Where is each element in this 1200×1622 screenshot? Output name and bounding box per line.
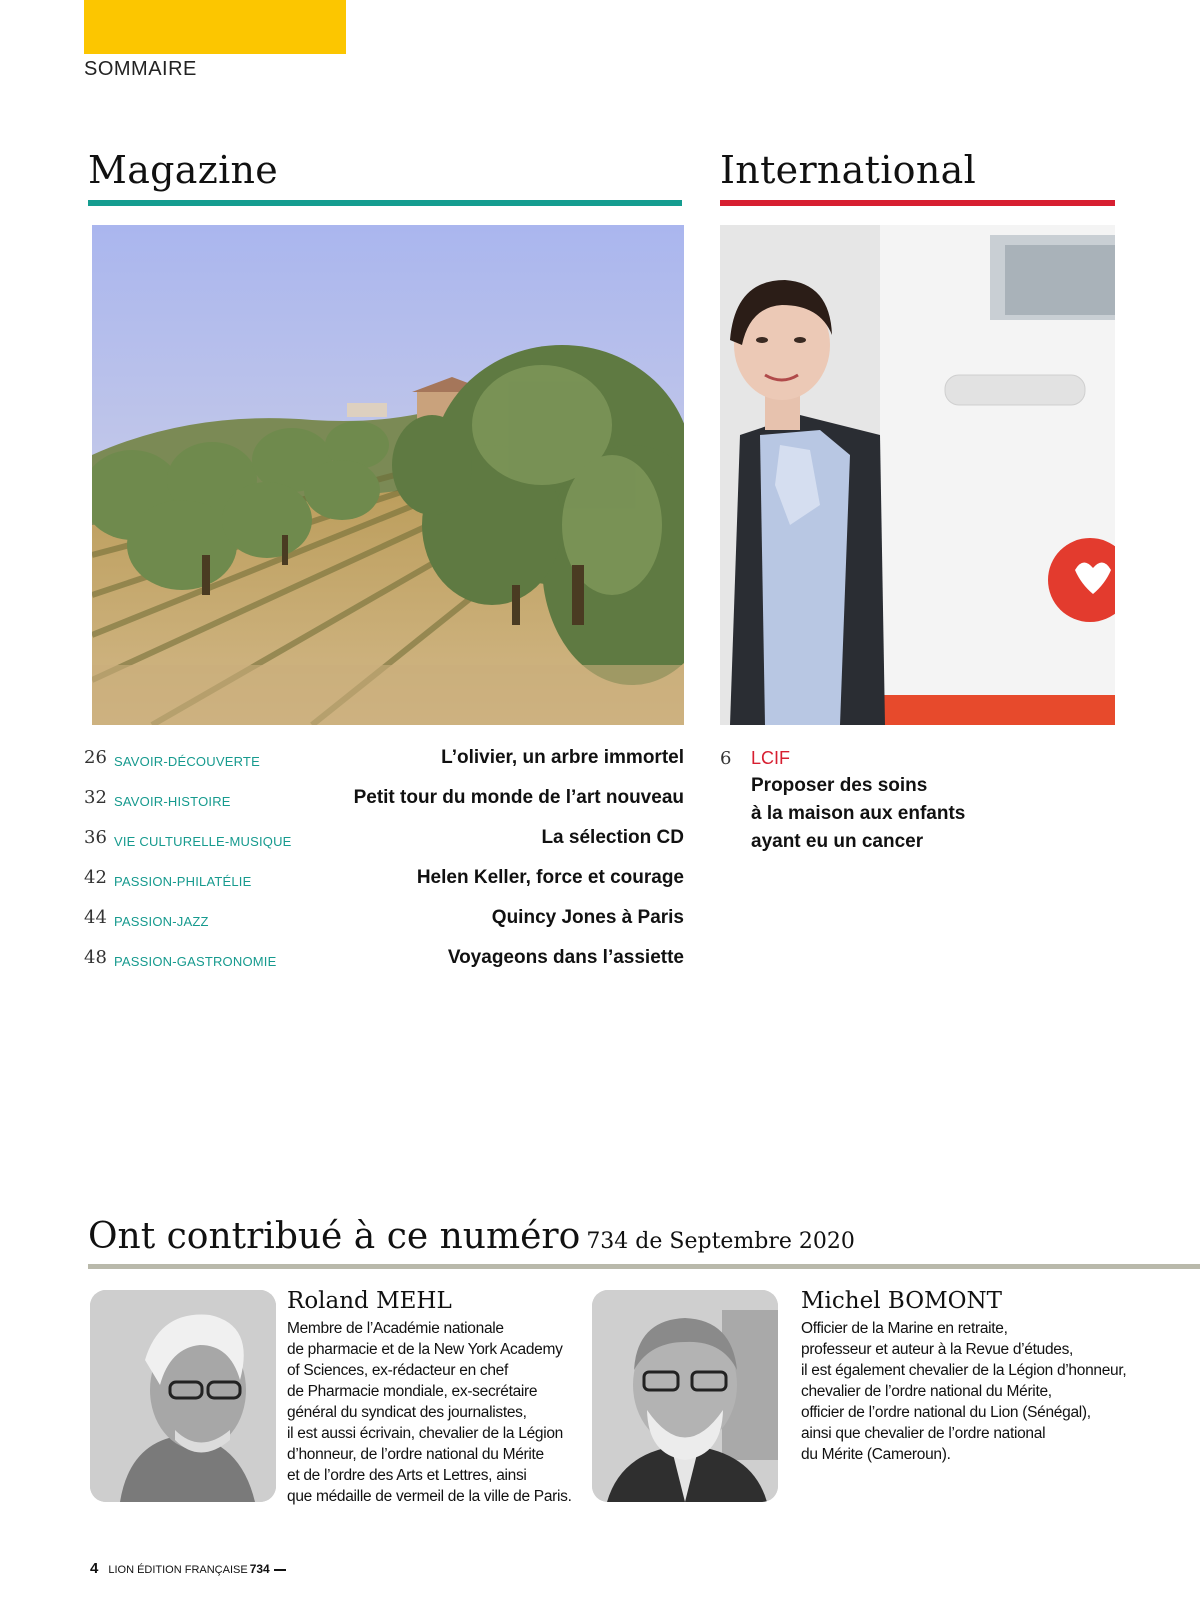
toc-page-number: 32 — [84, 787, 107, 808]
bio-line: ainsi que chevalier de l’ordre national — [801, 1425, 1046, 1442]
bio-line: il est également chevalier de la Légion d’honneur, — [801, 1362, 1127, 1379]
olive-grove-photo — [92, 225, 684, 725]
toc-entry[interactable] — [84, 944, 684, 984]
toc-page-number: 36 — [84, 827, 107, 848]
toc-article-title[interactable]: Voyageons dans l’assiette — [447, 947, 684, 968]
footer-issue-number: 734 — [249, 1562, 270, 1576]
bio-line: Officier de la Marine en retraite, — [801, 1320, 1008, 1337]
header-color-block — [84, 0, 346, 54]
toc-page-number: 26 — [84, 747, 107, 768]
toc-category: PASSION-GASTRONOMIE — [114, 954, 277, 969]
bio-line: de pharmacie et de la New York Academy — [287, 1341, 563, 1358]
toc-page-number: 44 — [84, 907, 107, 928]
toc-entry[interactable] — [84, 744, 684, 784]
toc-article-title[interactable]: L’olivier, un arbre immortel — [441, 747, 684, 768]
bio-line: de Pharmacie mondiale, ex-secrétaire — [287, 1383, 538, 1400]
toc-category: SAVOIR-DÉCOUVERTE — [114, 754, 260, 769]
toc-category: SAVOIR-HISTOIRE — [114, 794, 231, 809]
toc-category: VIE CULTURELLE-MUSIQUE — [114, 834, 292, 849]
lcif-volunteer-photo — [720, 225, 1115, 725]
bio-line: officier de l’ordre national du Lion (Sénégal), — [801, 1404, 1091, 1421]
contributor-bio — [287, 1318, 627, 1507]
contributor-portrait — [592, 1290, 778, 1502]
toc-entry[interactable] — [84, 784, 684, 824]
toc-entry[interactable] — [84, 904, 684, 944]
international-category: LCIF — [751, 748, 791, 768]
page-number: 4 — [90, 1560, 99, 1577]
bio-line: chevalier de l’ordre national du Mérite, — [801, 1383, 1052, 1400]
contributor-bio — [801, 1318, 1191, 1465]
bio-line: professeur et auteur à la Revue d’études, — [801, 1341, 1074, 1358]
toc-page-number: 48 — [84, 947, 107, 968]
contributors-divider — [88, 1264, 1200, 1269]
contributor-name: Michel BOMONT — [801, 1288, 1002, 1314]
bio-line: d’honneur, de l’ordre national du Mérite — [287, 1446, 544, 1463]
contributors-heading — [88, 1216, 855, 1257]
magazine-divider — [88, 200, 682, 206]
contributors-title: Ont contribué à ce numéro — [88, 1216, 581, 1257]
contributor-name: Roland MEHL — [287, 1288, 452, 1314]
international-heading: International — [720, 148, 977, 192]
toc-article-title[interactable]: Quincy Jones à Paris — [491, 907, 684, 928]
magazine-toc — [84, 744, 684, 984]
bio-line: et de l’ordre des Arts et Lettres, ainsi — [287, 1467, 527, 1484]
title-line: à la maison aux enfants — [751, 803, 966, 824]
toc-entry[interactable] — [84, 864, 684, 904]
bio-line: général du syndicat des journalistes, — [287, 1404, 527, 1421]
bio-line: du Mérite (Cameroun). — [801, 1446, 951, 1463]
publication-name: LION ÉDITION FRANÇAISE — [108, 1564, 248, 1576]
contributor-portrait — [90, 1290, 276, 1502]
international-divider — [720, 200, 1115, 206]
magazine-heading: Magazine — [88, 148, 279, 192]
bio-line: que médaille de vermeil de la ville de Paris. — [287, 1488, 572, 1505]
footer-dash — [274, 1569, 286, 1571]
international-article-title[interactable] — [751, 772, 1111, 856]
title-line: Proposer des soins — [751, 775, 928, 796]
international-page-number: 6 — [720, 748, 732, 769]
toc-article-title[interactable]: Petit tour du monde de l’art nouveau — [353, 787, 684, 808]
toc-category: PASSION-PHILATÉLIE — [114, 874, 252, 889]
toc-article-title[interactable]: Helen Keller, force et courage — [416, 867, 684, 888]
page-footer — [90, 1560, 286, 1577]
section-label: SOMMAIRE — [84, 58, 197, 80]
issue-label: 734 de Septembre 2020 — [586, 1229, 855, 1254]
bio-line: Membre de l’Académie nationale — [287, 1320, 504, 1337]
toc-page-number: 42 — [84, 867, 107, 888]
title-line: ayant eu un cancer — [751, 831, 924, 852]
bio-line: il est aussi écrivain, chevalier de la Légion — [287, 1425, 563, 1442]
toc-entry[interactable] — [84, 824, 684, 864]
toc-category: PASSION-JAZZ — [114, 914, 209, 929]
bio-line: of Sciences, ex-rédacteur en chef — [287, 1362, 509, 1379]
toc-article-title[interactable]: La sélection CD — [541, 827, 684, 848]
